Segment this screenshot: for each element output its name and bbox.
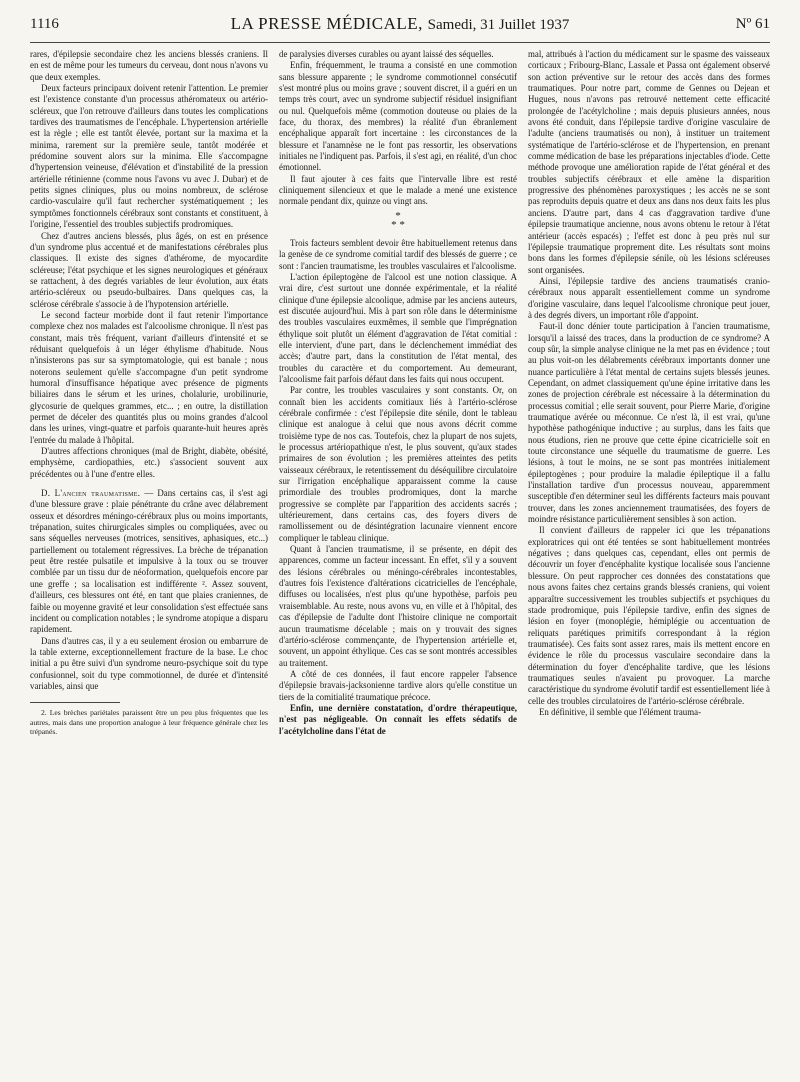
paragraph: mal, attribués à l'action du médicament sur le spasme des vaisseaux corticaux ; Fribourg-Blanc, Lassale et Passa ont également observé son action préventive sur le retour des accès dans des formes traumatiques. Pour notre part, comme de Gennes ou Dejean et Hugues, nous n'avons pas retrouvé nettement cette efficacité prolongée de l'acétylcholine ; mais depuis plusieurs années, nous avons été conduit, dans l'épilepsie tardive d'origine vasculaire de l'adulte (anciens traumatisés ou non), à instituer un traitement systématique de l'artério-sclérose et de l'hypertension, en prenant comme médication de base les préparations injectables d'iode. Cette méthode provoque une amélioration rapide de l'état général et des troubles subjectifs cérébraux et elle amène la disparition progressive des phénomènes paroxystiques ; les accès ne se sont pas reproduits depuis quatre et deux ans dans nos deux faits les plus anciens. D'autre part, dans 4 cas d'aggravation tardive d'une épilepsie traumatique ancienne, nous avons obtenu le retour à l'état antérieur (accès espacés) ; l'effet est donc à peu près nul sur l'épilepsie traumatique proprement dite. Les résultats sont moins bons dans les formes d'épilepsie sénile, où les lésions scléreuses sont organisées. (528, 49, 770, 275)
section-separator (279, 209, 517, 231)
journal-name: LA PRESSE MÉDICALE, (230, 14, 423, 33)
page-header (30, 14, 770, 36)
paragraph: Quant à l'ancien traumatisme, il se présente, en dépit des apparences, comme un facteur incessant. En effet, s'il y a souvent des lésions cérébrales ou méningo-cérébrales incontestables, d'autres fois l'existence d'altérations cicatricielles de l'encéphale, diffuses ou localisées, n'est plus qu'une hypothèse, parfois peu vraisemblable. Au reste, nous avons vu, en ville et à l'hôpital, des cas d'épilepsie de l'adulte dont l'histoire clinique ne comportait aucun traumatisme décelable ; mais on y trouvait des signes d'artério-sclérose commençante, de l'hypertension artérielle et, souvent, un appoint éthylique. Ces cas se sont montrés accessibles au traitement. (279, 544, 517, 668)
paragraph: Enfin, fréquemment, le trauma a consisté en une commotion sans blessure apparente ; le syndrome commotionnel consécutif s'est montré plus ou moins grave ; souvent discret, il a guéri en un temps très court, avec un syndrome subjectif résiduel insignifiant ou nul. Quelquefois même (commotion douteuse ou plaies de la face, du thorax, des membres) la réalité d'un ébranlement encéphalique apparaît fort incertaine : les circonstances de la blessure et l'anamnèse ne le font pas ressortir, les observations initiales ne l'indiquent pas. Parfois, il s'est agi, en réalité, d'un choc émotionnel. (279, 60, 517, 173)
footnote: 2. Les brèches pariétales paraissent être un peu plus fréquentes que les autres, mais dans une proportion analogue à leur fréquence générale chez les trépanés. (30, 708, 268, 737)
paragraph: D'autres affections chroniques (mal de Bright, diabète, obésité, emphysème, cardiopathies, etc.) s'associent souvent aux précédentes ou à l'une d'entre elles. (30, 446, 268, 479)
column-2 (279, 49, 517, 1079)
paragraph: de paralysies diverses curables ou ayant laissé des séquelles. (279, 49, 494, 59)
column-3 (528, 49, 770, 1079)
separator-star-top: * (395, 209, 401, 222)
paragraph: Il faut ajouter à ces faits que l'intervalle libre est resté cliniquement silencieux et que le malade a mené une existence normale pendant dix, quinze ou vingt ans. (279, 173, 517, 207)
issue-number: Nº 61 (735, 16, 770, 32)
paragraph: A côté de ces données, il faut encore rappeler l'absence d'épilepsie bravais-jacksonienne tardive alors qu'elle constitue un tiers de la comitialité traumatique précoce. (279, 668, 517, 702)
paragraph: Faut-il donc dénier toute participation à l'ancien traumatisme, lorsqu'il a laissé des traces, dans la production de ce syndrome? A coup sûr, la simple analyse clinique ne la met pas en évidence ; tout au plus voit-on les délabrements cérébraux importants donner une nuance particulière à l'état mental de certains sujets blessés jeunes. Cependant, on admet classiquement qu'une épine irritative dans les zones de projection cérébrale est nécessaire à la détermination du processus comitial ; elle serait souvent, pour Pierre Marie, d'origine traumatique avérée ou méconnue. Ce n'est là, il est vrai, qu'une hypothèse pathogénique inductive ; au surplus, dans les faits que nous étudions, rien ne prouve que cette épine cicatricielle soit en toute circonstance une séquelle du traumatisme de guerre. Les lésions, à tout le moins, ne se sont pas montrées initialement épileptogènes ; pour produire la maladie épileptique il a fallu l'installation tardive d'un processus nouveau, apparemment susceptible d'en déterminer seul les différents facteurs mais pouvant trouver, dans les zones anciennement traumatisées, des foyers de moindre résistance particulièrement sensibles à son action. (528, 321, 770, 525)
paragraph: Ainsi, l'épilepsie tardive des anciens traumatisés cranio-cérébraux nous apparaît essentiellement comme un syndrome d'origine vasculaire, dans lequel l'alcoolisme chronique peut jouer, à des degrés divers, un important rôle d'appoint. (528, 275, 770, 320)
paragraph: En définitive, il semble que l'élément trauma- (539, 706, 702, 717)
paragraph: rares, d'épilepsie secondaire chez les anciens blessés craniens. Il en est de même pour les tumeurs du cerveau, dont nous n'avons vu que deux exemples. (30, 49, 268, 82)
section-heading: D. L'ancien traumatisme. (41, 488, 141, 499)
header-rule (30, 42, 770, 43)
issue-date: Samedi, 31 Juillet 1937 (427, 17, 570, 33)
paragraph: Le second facteur morbide dont il faut retenir l'importance complexe chez nos malades est l'alcoolisme chronique. Il n'est pas constant, mais très fréquent, variant d'ailleurs d'intensité et se réduisant quelquefois à un léger éthylisme d'habitude. Nous n'insisterons pas sur sa symptomatologie, qui est banale ; nous noterons seulement qu'elle s'accompagne d'un petit syndrome humoral d'insuffisance hépatique avec présence de pigments biliaires dans le sérum et les urines, cholalurie, urobilinurie, glycosurie de quelques grammes, etc... ; en outre, la distillation permet de déceler des quantités plus ou moins grandes d'alcool dans les urines, vingt-quatre et parfois quarante-huit heures après l'entrée du malade à l'hôpital. (30, 309, 268, 445)
paragraph: Il convient d'ailleurs de rappeler ici que les trépanations exploratrices qui ont été tentées se sont habituellement montrées négatives ; dans quelques cas, cependant, elles ont permis de découvrir un foyer d'encéphalite kystique localisée sous l'ancienne blessure. On peut rapprocher ces données des constatations que nous avons faites chez certains grands blessés craniens, qui voient apparaître successivement les troubles subjectifs et psychiques du stade prodromique, puis l'épilepsie tardive, enfin des signes de lésion en foyer (monoplégie, hémiplégie ou accentuation de reliquats parétiques primitifs correspondant à la région traumatisée). Ces faits sont assez rares, mais ils mettent encore en évidence le rôle du processus vasculaire secondaire dans la détermination du foyer d'encéphalite tardive, que les lésions traumatiques seules n'avaient pu provoquer. La marche caractéristique du syndrome évolutif tardif est essentiellement liée à celle des troubles circulatoires de l'artério-sclérose cérébrale. (528, 525, 770, 706)
paragraph: L'action épileptogène de l'alcool est une notion classique. A vrai dire, c'est surtout une donnée expérimentale, et la réalité clinique d'une épilepsie alcoolique, admise par les anciens auteurs, est discutée aujourd'hui. Mis à part son rôle dans le déterminisme des troubles vasculaires euxmêmes, il semble que l'imprégnation éthylique soit plutôt un élément d'aggravation de l'état comitial : elle intervient, d'une part, dans le déclenchement immédiat des accès; d'autre part, dans la constitution de l'état mental, des troubles du caractère et du comportement. Au demeurant, l'alcoolisme fait parfois défaut dans les faits qui nous occupent. (279, 271, 517, 384)
paragraph: Enfin, une dernière constatation, d'ordre thérapeutique, n'est pas négligeable. On connaît les effets sédatifs de l'acétylcholine dans l'état de (279, 702, 517, 736)
section-paragraph (30, 488, 268, 635)
paragraph: Trois facteurs semblent devoir être habituellement retenus dans la genèse de ce syndrome comitial tardif des blessés de guerre ; ce sont : l'ancien traumatisme, les troubles vasculaires et l'alcoolisme. (279, 237, 517, 271)
paragraph: Deux facteurs principaux doivent retenir l'attention. Le premier est l'existence constante d'un processus athéromateux ou artério-scléreux, que l'on retrouve d'ailleurs dans toutes les complications tardives des traumatismes de l'encéphale. L'hypertension artérielle est la règle ; elle est tantôt élevée, portant sur la maxima et la minima, rarement sur la première seule, tantôt modérée et prédomine souvent alors sur la minima. Elle s'accompagne d'hypertension veineuse, d'élévation et d'instabilité de la pression artérielle rétinienne (comme nous l'avons vu avec J. Dubar) et de petits signes cliniques, plus ou moins nombreux, de sclérose cardio-vasculaire qu'il faut rechercher systématiquement ; les symptômes fonctionnels cérébraux sont constants et constituent, à l'origine, l'essentiel des troubles subjectifs prodromiques. (30, 83, 268, 230)
paragraph: Dans d'autres cas, il y a eu seulement érosion ou embarrure de la table externe, exceptionnellement fracture de la base. Le choc initial a pu être suivi d'un syndrome neuro-psychique soit du type confusionnel, soit du type commotionnel, de durée et d'intensité variables, ainsi que (30, 635, 268, 691)
footnote-rule (30, 702, 120, 703)
running-title (30, 14, 770, 34)
column-1 (30, 49, 268, 1079)
page-number: 1116 (30, 16, 59, 32)
paragraph: Chez d'autres anciens blessés, plus âgés, on est en présence d'un syndrome plus accentué et de manifestations cérébrales plus classiques. Il existe des signes d'athérome, de myocardite scléreuse; l'état psychique et les signes neurologiques et généraux se rattachent, à des degrés variables de leur évolution, aux états artério-scléreux ou pseudo-bulbaires. Dans quelques cas, la sclérose cérébrale s'associe à de l'hypotension artérielle. (30, 230, 268, 309)
separator-star-bottom: * * (391, 218, 405, 231)
paragraph: Par contre, les troubles vasculaires y sont constants. Or, on connaît bien les accidents comitiaux liés à l'artério-sclérose cérébrale confirmée : c'est l'épilepsie dite sénile, dont le tableau clinique est analogue à celui que nous avons décrit comme troisième type de nos cas. Toutefois, chez la plupart de nos sujets, le processus artériopathique n'est, le plus souvent, qu'aux stades primaires de son évolution ; les premières atteintes des petits vaisseaux cérébraux, le retentissement du déséquilibre circulatoire sur l'irrigation encéphalique apparaissent comme la cause primordiale des troubles prodromiques, dont la marche progressive se complète par l'apparition des accidents sacrés ; ultérieurement, dans certains cas, des foyers divers de ramollissement ou de désintégration lacunaire viennent encore compliquer le tableau clinique. (279, 385, 517, 543)
section-text: — Dans certains cas, il s'est agi d'une blessure grave : plaie pénétrante du crâne avec délabrement osseux et désordres méningo-cérébraux plus ou moins importants, trépanation, suites chirurgicales simples ou compliquées, avec ou sans séquelles nerveuses (motrices, sensitives, aphasiques, etc...) partiellement ou totalement régressives. La brèche de trépanation peut être restée pulsatile et impulsive à la toux ou se trouver comblée par un tissu dur de néoformation, quelquefois encore par une greffe ; sa localisation est indifférente ². Assez souvent, d'ailleurs, ces blessures ont été, en tant que plaies craniennes, de faible ou moyenne gravité et leur consolidation s'est effectuée sans incident ou complication notables ; le syndrome atopique a disparu rapidement. (30, 488, 268, 635)
